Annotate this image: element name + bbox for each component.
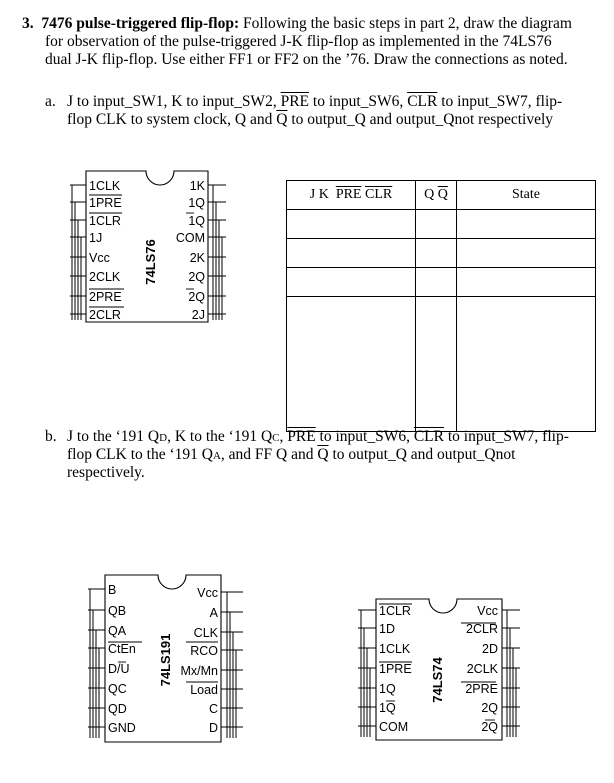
pin-label: 1J	[89, 231, 103, 245]
pin-label: C	[208, 702, 218, 716]
pin-label: GND	[108, 721, 136, 735]
chip-74ls191-right-pins	[221, 592, 243, 738]
pin-label: COM	[379, 720, 409, 734]
clr-overline: $\overline{CLR}$	[407, 93, 438, 110]
pin-label: COM	[175, 231, 205, 245]
intro-line-2: for observation of the pulse-triggered J-K flip-flop as implemented in the 74LS76	[45, 33, 552, 50]
pin-label: Load	[190, 683, 218, 697]
chip-74ls74-right-labels	[465, 604, 498, 734]
pin-label: Mx/Mn	[180, 664, 218, 678]
pin-label: B	[108, 583, 117, 597]
chip-74ls191-name: 74LS191	[158, 633, 173, 687]
pin-label: 2CLR	[89, 308, 121, 322]
chip-74ls191-left-labels	[108, 583, 136, 735]
part-a-label: a.	[45, 93, 56, 110]
pin-label: RCO	[190, 644, 218, 658]
pin-label: 2D	[482, 642, 498, 656]
pin-label: 2Q	[481, 701, 498, 715]
pin-label: 2J	[191, 308, 205, 322]
pin-label: 2Q	[188, 290, 205, 304]
pin-label: Vcc	[197, 586, 218, 600]
pin-label: QC	[108, 682, 127, 696]
chip-74ls74-name: 74LS74	[430, 657, 445, 703]
header-jk-pre-clr: J K $\overline{PRE}$ $\overline{CLR}$	[287, 181, 416, 210]
intro-line-1: Following the basic steps in part 2, draw the diagram	[239, 15, 572, 32]
part-b-line-1: J to the ‘191 QD, K to the ‘191 QC, $\overline{PRE}$ to input_SW6, $\overline{CLR}$ to input_SW7, flip-	[67, 428, 569, 445]
chip-74ls76-name: 74LS76	[143, 239, 158, 285]
pin-label: Vcc	[89, 251, 110, 265]
chip-74ls74-right-pins	[502, 610, 520, 737]
pin-label: D	[208, 721, 218, 735]
pre-overline: $\overline{PRE}$	[280, 93, 310, 110]
chip-74ls74-left-labels	[379, 604, 412, 734]
pin-label: QA	[108, 624, 127, 638]
pin-label: CtEn	[108, 642, 136, 656]
part-b-line-3: respectively.	[67, 464, 145, 481]
pin-label: 1PRE	[89, 196, 122, 210]
pin-label: 1PRE	[379, 662, 412, 676]
part-a-line-2: flop CLK to system clock, Q and $\overline{Q}$ to output_Q and output_Qnot respectively	[67, 111, 554, 128]
pin-label: 2CLK	[466, 662, 498, 676]
part-a-line-1: J to input_SW1, K to input_SW2, $\overline{PRE}$ to input_SW6, $\overline{CLR}$ to input_SW7, flip-	[67, 93, 563, 110]
part-b-line-2: flop CLK to the ‘191 QA, and FF Q and $\overline{Q}$ to output_Q and output_Qnot	[67, 446, 516, 463]
pin-label: 2K	[189, 251, 205, 265]
intro-line-3: dual J-K flip-flop. Use either FF1 or FF2 on the ’76. Draw the connections as noted.	[45, 51, 568, 68]
header-q-qbar: Q $\overline{Q}$	[416, 181, 457, 210]
pin-label: 2CLK	[89, 270, 121, 284]
chip-74ls191-left-pins	[88, 589, 105, 738]
header-state: State	[457, 181, 596, 210]
pin-label: 1CLR	[89, 214, 121, 228]
pin-label: 1CLK	[379, 642, 411, 656]
pin-label: 2CLR	[466, 622, 498, 636]
pin-label: 1Q	[188, 196, 205, 210]
pin-label: 2Q	[188, 270, 205, 284]
part-b-label: b.	[45, 428, 57, 445]
problem-title: 7476 pulse-triggered flip-flop:	[41, 15, 240, 32]
pin-label: 2Q	[481, 720, 498, 734]
pin-label: 1CLK	[89, 179, 121, 193]
pin-label: QD	[108, 702, 127, 716]
qbar-overline: $\overline{Q}$	[276, 111, 288, 128]
pin-label: 1K	[189, 179, 205, 193]
pin-label: QB	[108, 604, 127, 618]
pin-label: 1Q	[188, 214, 205, 228]
pin-label: 1Q	[379, 701, 396, 715]
pin-label: 1CLR	[379, 604, 411, 618]
chip-74ls191-right-labels	[181, 586, 219, 735]
pin-label: 2PRE	[465, 682, 498, 696]
pin-label: 2PRE	[89, 290, 122, 304]
problem-number: 3.	[22, 15, 34, 32]
pin-label: 1D	[379, 622, 395, 636]
pin-label: Vcc	[477, 604, 498, 618]
chip-74ls74-left-pins	[358, 610, 376, 737]
pin-label: CLK	[193, 626, 218, 640]
pin-label: D/U	[108, 662, 130, 676]
pin-label: 1Q	[379, 682, 396, 696]
pin-label: A	[209, 606, 218, 620]
